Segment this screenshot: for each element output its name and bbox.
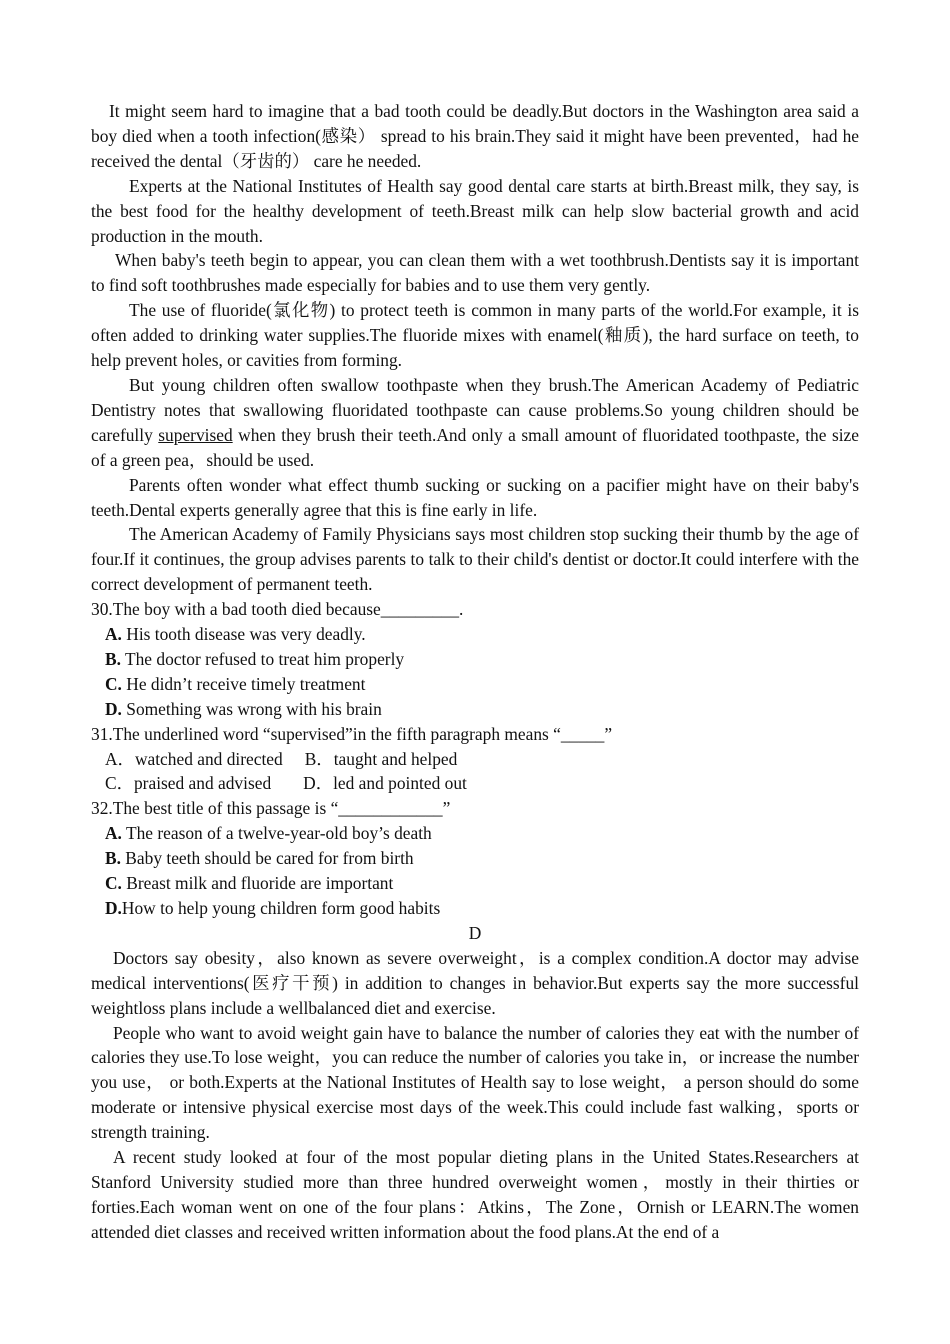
- passage-c-paragraph-7: The American Academy of Family Physicians says most children stop sucking their thumb by the age of four.If it continues, the group advises parents to talk to their child's dentist or doctor.It could interfere with the correct development of permanent teeth.: [91, 524, 859, 595]
- question-32-option-d[interactable]: [91, 896, 859, 921]
- question-31-options-row-1: [91, 747, 859, 772]
- question-31: [91, 722, 859, 797]
- question-30-option-c[interactable]: [91, 672, 859, 697]
- option-letter: B.: [105, 648, 121, 669]
- question-31-option-b[interactable]: B．taught and helped: [304, 748, 458, 769]
- question-31-option-a[interactable]: A．watched and directed: [105, 748, 283, 769]
- question-32-option-c[interactable]: [91, 871, 859, 896]
- underlined-word-supervised: supervised: [158, 424, 233, 445]
- question-32: [91, 796, 859, 921]
- option-text: The reason of a twelve-year-old boy’s death: [121, 823, 432, 844]
- passage-c-paragraph-2: Experts at the National Institutes of Health say good dental care starts at birth.Breast milk, they say, is the best food for the healthy development of teeth.Breast milk can help slow bacterial growth and acid production in the mouth.: [91, 175, 859, 246]
- question-30-option-d[interactable]: [91, 697, 859, 722]
- question-30-option-a[interactable]: [91, 622, 859, 647]
- question-32-option-b[interactable]: [91, 846, 859, 871]
- passage-d-paragraph-3: A recent study looked at four of the most popular dieting plans in the United States.Researchers at Stanford University studied more than three hundred overweight women，mostly in their thirties or forties.Each woman went on one of the four plans：Atkins，The Zone，Ornish or LEARN.The women attended diet classes and received written information about the food plans.At the end of a: [91, 1147, 859, 1242]
- question-31-options-row-2: [91, 771, 859, 796]
- paragraph-5-text-before: But young children often swallow toothpaste when they brush.The American Academy of Pediatric Dentistry notes that swallowing fluoridated toothpaste can cause problems.So young children should be carefully: [91, 374, 859, 445]
- option-letter: A.: [105, 823, 122, 844]
- exam-page: [91, 99, 859, 1245]
- question-31-option-c[interactable]: C．praised and advised: [105, 773, 272, 794]
- option-text: He didn’t receive timely treatment: [121, 673, 366, 694]
- option-text: His tooth disease was very deadly.: [121, 624, 366, 645]
- question-31-stem: 31.The underlined word “supervised”in the fifth paragraph means “_____”: [91, 723, 613, 744]
- question-32-stem: 32.The best title of this passage is “____________”: [91, 798, 451, 819]
- passage-c-paragraph-3: When baby's teeth begin to appear, you can clean them with a wet toothbrush.Dentists say it is important to find soft toothbrushes made especially for babies and to use them very gently.: [91, 250, 859, 296]
- section-d-heading: D: [468, 922, 482, 943]
- option-letter: D.: [105, 698, 122, 719]
- option-text: Something was wrong with his brain: [121, 698, 382, 719]
- question-31-option-d[interactable]: D．led and pointed out: [303, 773, 467, 794]
- option-text: The doctor refused to treat him properly: [120, 648, 405, 669]
- option-text: Baby teeth should be cared for from birth: [120, 848, 414, 869]
- option-letter: D.: [105, 898, 122, 918]
- option-letter: B.: [105, 848, 121, 869]
- question-30-option-b[interactable]: [91, 647, 859, 672]
- option-letter: A.: [105, 624, 122, 645]
- passage-c-paragraph-4: The use of fluoride(氯化物) to protect teeth is common in many parts of the world.For example, it is often added to drinking water supplies.The fluoride mixes with enamel(釉质), the hard surface on teeth, to help prevent holes, or cavities from forming.: [91, 300, 859, 371]
- option-letter: C.: [105, 673, 122, 694]
- option-text: How to help young children form good habits: [121, 898, 441, 918]
- passage-c-paragraph-5: [91, 373, 859, 473]
- passage-d-paragraph-2: People who want to avoid weight gain have to balance the number of calories they eat with the number of calories they use.To lose weight，you can reduce the number of calories you take in，or increase the number you use， or both.Experts at the National Institutes of Health say to lose weight， a person should do some moderate or intensive physical exercise most days of the week.This could include fast walking，sports or strength training.: [91, 1022, 859, 1143]
- question-30-stem: 30.The boy with a bad tooth died because_________.: [91, 599, 464, 620]
- passage-c-paragraph-1: It might seem hard to imagine that a bad tooth could be deadly.But doctors in the Washington area said a boy died when a tooth infection(感染） spread to his brain.They said it might have been prevented，had he received the dental（牙齿的） care he needed.: [91, 101, 859, 171]
- option-text: Breast milk and fluoride are important: [121, 873, 394, 894]
- passage-d-paragraph-1: Doctors say obesity，also known as severe overweight，is a complex condition.A doctor may advise medical interventions(医疗干预) in addition to changes in behavior.But experts say the more successful weightloss plans include a wellbalanced diet and exercise.: [91, 947, 859, 1018]
- question-32-option-a[interactable]: [91, 821, 859, 846]
- option-letter: C.: [105, 873, 122, 894]
- question-30: [91, 597, 859, 722]
- paragraph-5-text-after: when they brush their teeth.And only a small amount of fluoridated toothpaste, the size of a green pea，should be used.: [91, 424, 859, 470]
- passage-c-paragraph-6: Parents often wonder what effect thumb sucking or sucking on a pacifier might have on their baby's teeth.Dental experts generally agree that this is fine early in life.: [91, 474, 859, 520]
